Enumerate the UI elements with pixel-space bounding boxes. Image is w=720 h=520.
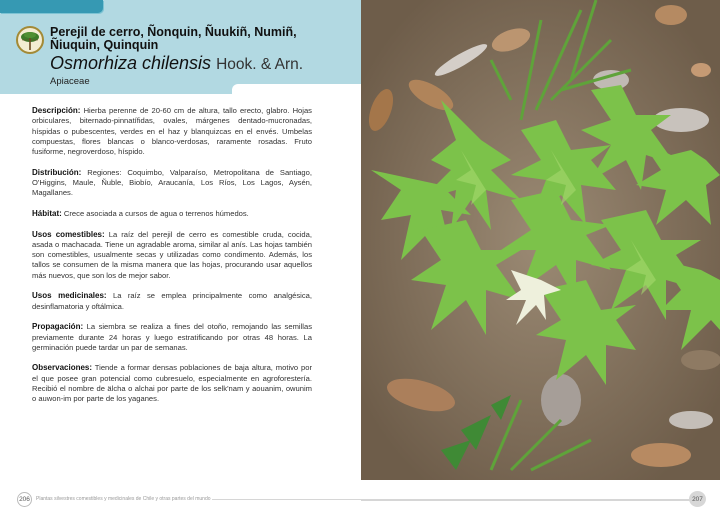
common-names: Perejil de cerro, Ñonquin, Ñuukiñ, Numiñ, Ñiuquin, Quinquin [50,25,297,52]
section-habitat [32,209,312,219]
page-number-right: 207 [689,491,706,507]
section-text: Tiende a formar densas poblaciones de baja altura, motivo por el que posee gran potencial como cubresuelo, especialmente en agroforestería. Recibió el nombre de älcha o alchai por parte de los selk'nam y aouanim, owunim o auwon-im por parte de los yaganes. [32,363,312,404]
book-title: Plantas silvestres comestibles y medicinales de Chile y otras partes del mundo [36,496,211,502]
footer-divider-right [361,499,691,501]
section-descripcion [32,106,312,157]
section-text: La raíz del perejil de cerro es comestible cruda, cocida, asada o machacada. Tiene un agradable aroma, similar al anís. Las hojas también son comestibles, usualmente secas y utilizadas como condimento. Además, los tallos se consumen de la misma manera que las hojas, procurando usar aquellos más nuevos, que son los de mejor sabor. [32,229,312,280]
top-tab [0,0,103,13]
section-usos-medicinales [32,291,312,312]
footer-divider [212,499,361,500]
section-text: La siembra se realiza a fines del otoño, remojando las semillas previamente durante 24 horas y luego estratificando por otras 48 horas. La germinación puede tardar un par de semanas. [32,322,312,352]
section-observaciones [32,363,312,404]
plant-photo [361,0,720,480]
section-usos-comestibles [32,230,312,281]
section-label: Propagación: [32,322,84,332]
page-number-left: 206 [17,492,32,507]
content-body [32,106,312,415]
footer-left [17,491,211,507]
section-label: Observaciones: [32,363,93,373]
section-text: La raíz se emplea principalmente como analgésica, desinflamatoria y oftálmica. [32,291,312,311]
species-name: Osmorhiza chilensis [50,53,212,73]
section-text: Hierba perenne de 20-60 cm de altura, tallo erecto, glabro. Hojas orbiculares, biternado-pinnatífidas, ovales, márgenes dentado-mucronadas, híspidas o pubescentes, verdes en el haz y blanquizcas en el envés. Umbelas compuestas, flores blancas o blanco-verdosas, raramente rosadas. Fruto fusiforme, negroverdoso, híspido. [32,106,312,157]
section-label: Distribución: [32,167,82,177]
section-distribucion [32,168,312,199]
section-label: Descripción: [32,106,81,115]
section-text: Crece asociada a cursos de agua o terrenos húmedos. [63,208,249,218]
section-label: Usos comestibles: [32,229,105,239]
section-label: Hábitat: [32,208,62,218]
section-text: Regiones: Coquimbo, Valparaíso, Metropolitana de Santiago, O'Higgins, Maule, Ñuble, Biobío, Araucanía, Los Ríos, Los Lagos, Aysén, Magallanes. [32,167,312,198]
section-label: Usos medicinales: [32,291,107,301]
scientific-name [50,53,303,74]
author: Hook. & Arn. [216,56,304,73]
section-propagacion [32,322,312,353]
header-notch [232,84,372,104]
family-name: Apiaceae [50,76,90,87]
araucaria-tree-icon [16,26,44,54]
